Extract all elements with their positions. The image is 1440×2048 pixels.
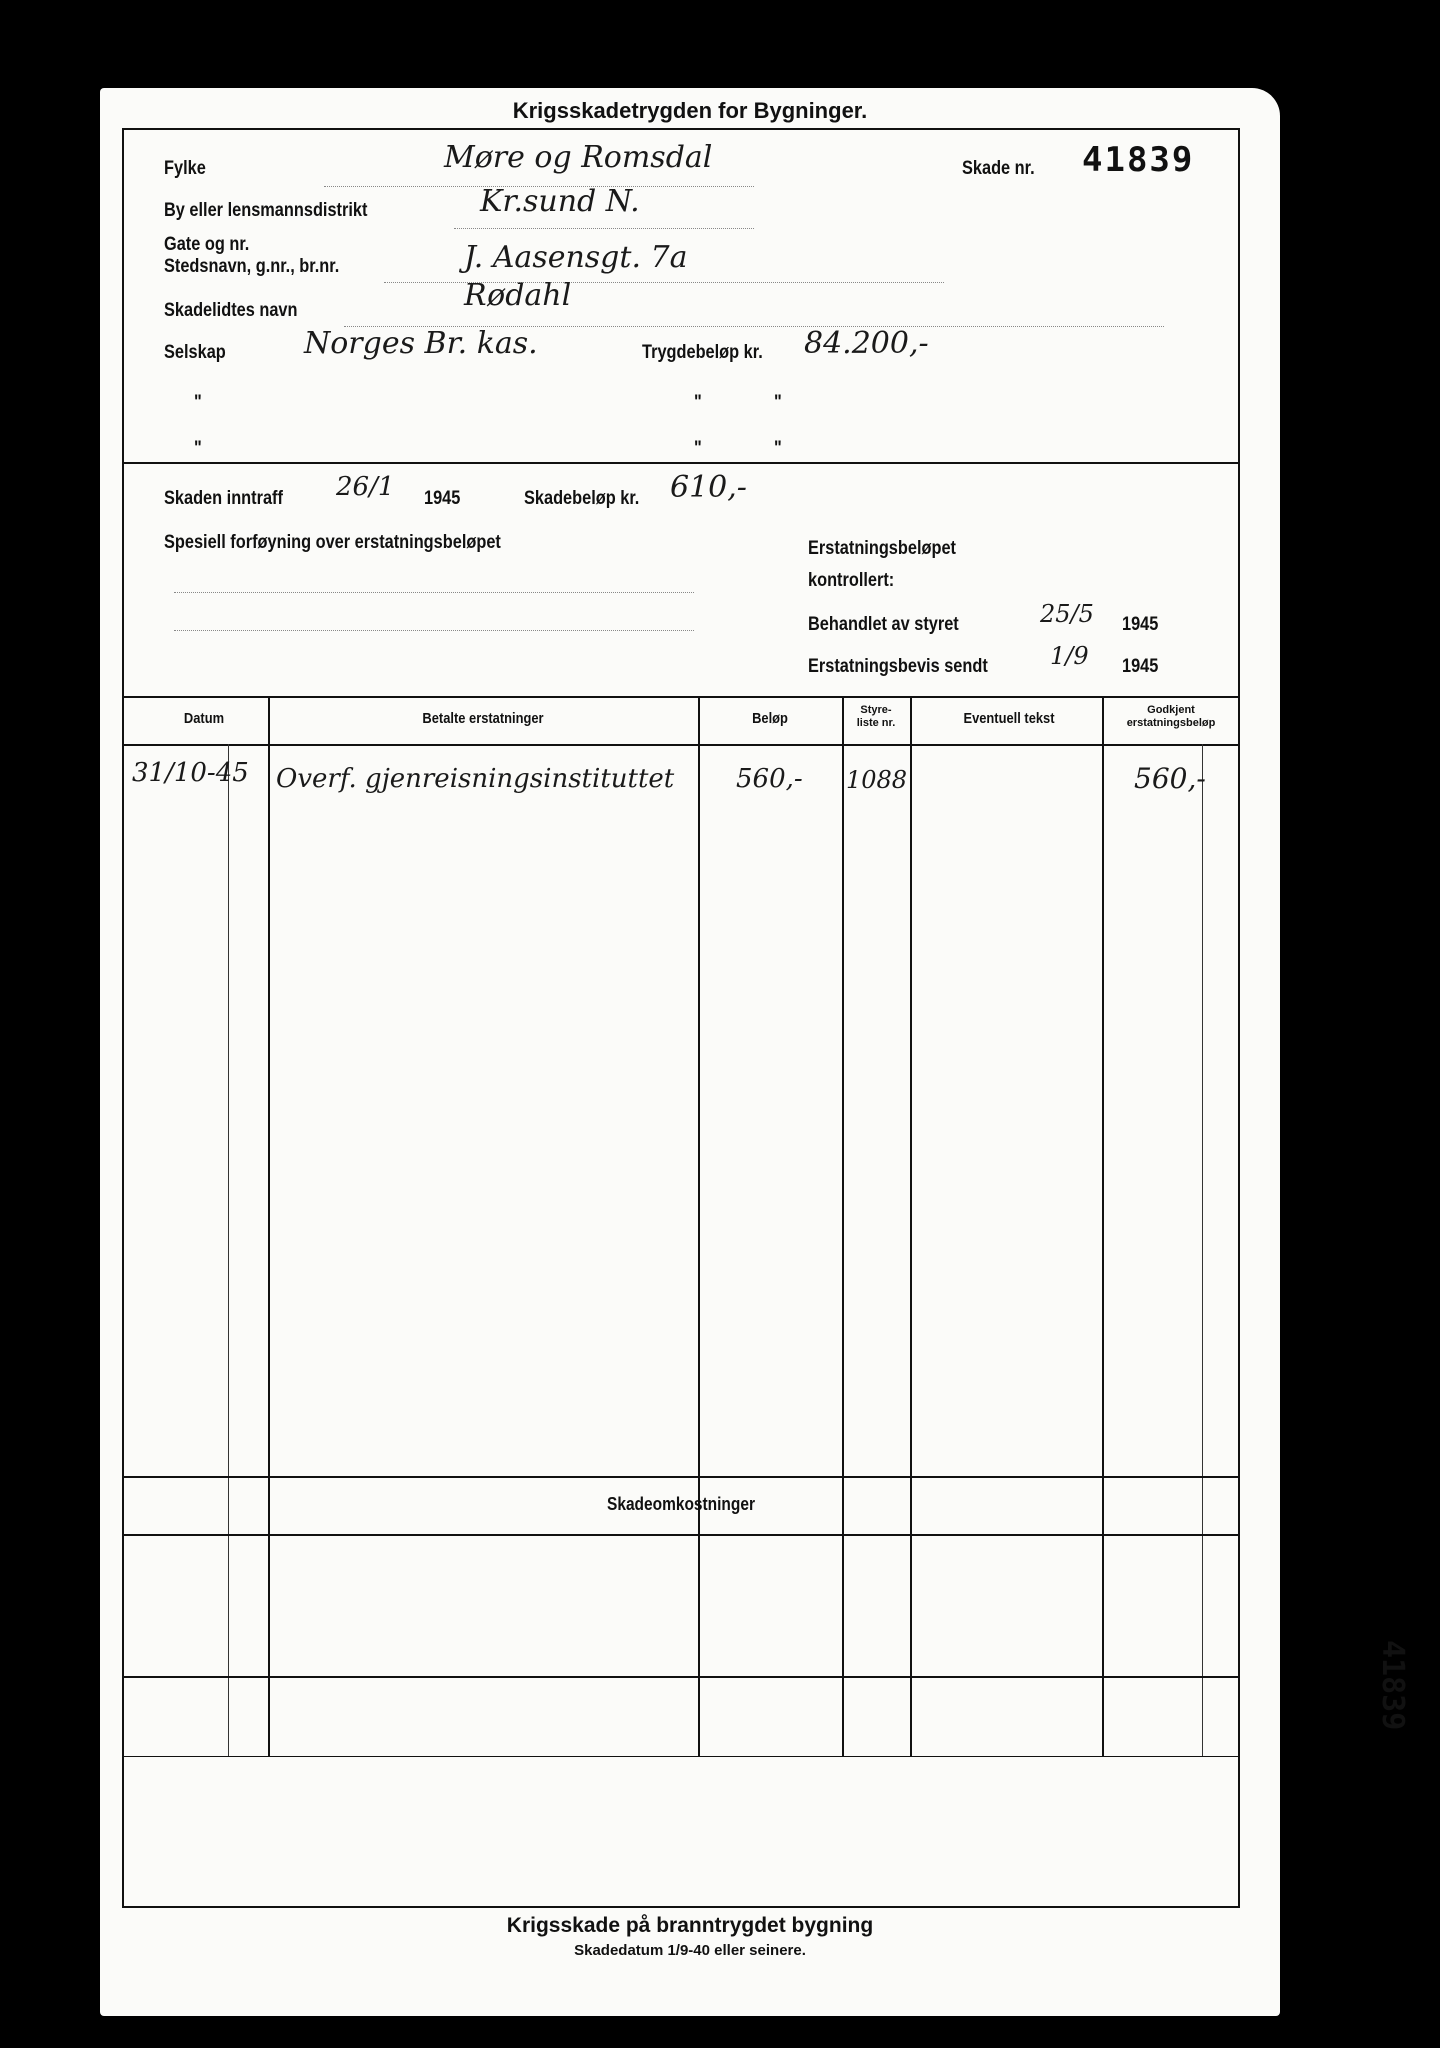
ditto-mark: " [194,392,202,413]
selskap-label: Selskap [164,342,226,363]
side-tab-number: 41839 [1375,1640,1410,1731]
skade-nr-value: 41839 [1082,140,1195,180]
col-styre-line2: liste nr. [856,717,896,729]
spesiell-label: Spesiell forføyning over erstatningsbeløpet [164,532,501,553]
bevis-label: Erstatningsbevis sendt [808,656,988,677]
skadebelop-value: 610,- [670,470,747,505]
by-label: By eller lensmannsdistrikt [164,200,368,221]
behandlet-label: Behandlet av styret [808,614,959,635]
col-styre-line1: Styre- [860,704,892,716]
col-belop: Beløp [752,710,788,727]
table-top-rule [124,696,1238,698]
fylke-value: Møre og Romsdal [444,140,713,175]
ditto-mark: " [194,438,202,459]
spesiell-line [174,592,694,593]
col-datum: Datum [183,710,225,727]
col-eventuell: Eventuell tekst [963,710,1055,727]
costs-bottom-rule [124,1676,1238,1678]
by-line [454,228,754,229]
footer-line1: Krigsskade på branntrygdet bygning [506,1914,874,1937]
spesiell-line [174,630,694,631]
costs-header-rule [124,1534,1238,1536]
stedsnavn-label: Stedsnavn, g.nr., br.nr. [164,256,340,277]
fylke-label: Fylke [164,158,206,179]
kontrollert-label: kontrollert: [808,570,895,591]
col-sep [698,696,700,1756]
costs-top-rule [124,1476,1238,1478]
footer-line2: Skadedatum 1/9-40 eller seinere. [574,1942,806,1959]
behandlet-year: 1945 [1122,614,1159,635]
erstatning-label: Erstatningsbeløpet [808,538,956,559]
skaden-year: 1945 [424,488,461,509]
gate-value: J. Aasensgt. 7a [464,240,688,275]
section-divider [124,462,1238,464]
row-godkjent: 560,- [1134,762,1206,795]
col-sep-thin [1202,744,1203,1756]
col-sep [1102,696,1104,1756]
bevis-date: 1/9 [1050,642,1089,670]
gate-label: Gate og nr. [164,234,250,255]
selskap-value: Norges Br. kas. [304,326,538,361]
costs-end-rule [124,1756,1238,1757]
col-sep [842,696,844,1756]
form-frame [122,128,1240,1908]
skadelidtes-value: Rødahl [464,278,572,313]
by-value: Kr.sund N. [480,184,640,219]
ditto-mark: " [694,438,702,459]
col-godkjent-line1: Godkjent [1147,704,1195,716]
ditto-mark: " [774,438,782,459]
skadeomkostninger-label: Skadeomkostninger [607,1494,755,1514]
trygdebelop-value: 84.200,- [804,326,929,361]
skade-nr-label: Skade nr. [962,158,1035,179]
col-sep-thin [228,744,229,1756]
skaden-date: 26/1 [336,472,395,502]
trygdebelop-label: Trygdebeløp kr. [642,342,763,363]
row-belop: 560,- [736,764,803,794]
skadelidtes-label: Skadelidtes navn [164,300,298,321]
col-betalte: Betalte erstatninger [422,710,544,727]
behandlet-date: 25/5 [1040,600,1094,628]
ditto-mark: " [694,392,702,413]
col-godkjent-line2: erstatningsbeløp [1126,717,1216,729]
bevis-year: 1945 [1122,656,1159,677]
table-header-rule [124,744,1238,746]
col-sep [910,696,912,1756]
skaden-label: Skaden inntraff [164,488,283,509]
row-datum: 31/10-45 [132,758,249,788]
ditto-mark: " [774,392,782,413]
col-sep [268,696,270,1756]
col-godkjent [1104,704,1238,730]
skadebelop-label: Skadebeløp kr. [524,488,640,509]
row-styre: 1088 [846,766,908,794]
row-betalte: Overf. gjenreisningsinstituttet [276,764,675,794]
form-title: Krigsskadetrygden for Bygninger. [512,98,868,123]
form-card [100,88,1280,2016]
col-styre [844,704,908,730]
